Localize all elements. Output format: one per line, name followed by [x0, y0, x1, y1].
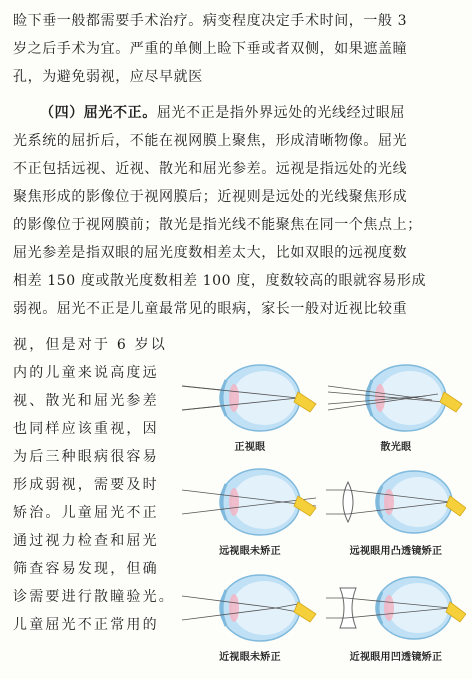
eye-refraction-figure — [180, 358, 470, 676]
wrapped-line: 诊需要进行散瞳验光。 — [13, 589, 175, 605]
section-line: 屈光参差是指双眼的屈光度数相差太大，比如双眼的远视度数 — [13, 245, 408, 261]
caption-myopia-uncorrected: 近视眼未矫正 — [219, 652, 281, 663]
wrapped-line: 为后三种眼病很容易 — [13, 449, 159, 465]
section-first-line-text: 屈光不正是指外界远处的光线经过眼屈 — [156, 105, 406, 121]
caption-hyperopia-convex: 远视眼用凸透镜矫正 — [349, 546, 443, 557]
wrapped-line: 筛查容易发现，但确 — [13, 561, 159, 577]
wrapped-line: 矫治。儿童屈光不正 — [13, 505, 159, 521]
myopia-uncorrected-panel — [180, 568, 320, 668]
wrapped-line: 儿童屈光不正常用的 — [13, 617, 159, 633]
convex-lens-icon — [343, 482, 353, 522]
section-line: 光系统的屈折后，不能在视网膜上聚焦，形成清晰物像。屈光 — [13, 133, 408, 149]
body-line-2: 岁之后手术为宜。严重的单侧上睑下垂或者双侧，如果遮盖瞳 — [13, 41, 408, 57]
concave-lens-icon — [340, 588, 356, 628]
section-line: 弱视。屈光不正是儿童最常见的眼病，家长一般对近视比较重 — [13, 301, 408, 317]
hyperopia-corrected-panel — [326, 462, 466, 562]
section-heading: （四）屈光不正。 — [40, 105, 157, 121]
emmetropic-eye-illustration — [180, 358, 320, 438]
myopia-corrected-panel — [326, 568, 466, 668]
section-first-line — [40, 104, 461, 122]
wrapped-line: 视，但是对于 6 岁以 — [13, 337, 168, 353]
caption-myopia-concave: 近视眼用凹透镜矫正 — [349, 652, 443, 663]
hyperopia-corrected-illustration — [326, 462, 466, 542]
wrapped-line: 视、散光和屈光参差 — [13, 393, 159, 409]
wrapped-line: 内的儿童来说高度远 — [13, 365, 159, 381]
myopia-corrected-illustration — [326, 568, 466, 648]
body-line-3: 孔，为避免弱视，应尽早就医 — [13, 69, 203, 85]
caption-astigmatism: 散光眼 — [380, 442, 412, 453]
wrapped-line: 也同样应该重视，因 — [13, 421, 159, 437]
astigmatic-eye-panel — [326, 358, 466, 458]
caption-emmetropia: 正视眼 — [234, 442, 266, 453]
body-line-1: 睑下垂一般都需要手术治疗。病变程度决定手术时间，一般 3 — [13, 13, 408, 29]
hyperopia-uncorrected-panel — [180, 462, 320, 562]
myopia-uncorrected-illustration — [180, 568, 320, 648]
section-line: 的影像位于视网膜前；散光是指光线不能聚焦在同一个焦点上； — [13, 217, 422, 233]
wrapped-line: 形成弱视，需要及时 — [13, 477, 159, 493]
wrapped-line: 通过视力检查和屈光 — [13, 533, 159, 549]
emmetropic-eye-panel — [180, 358, 320, 458]
section-line: 不正包括远视、近视、散光和屈光参差。远视是指远处的光线 — [13, 161, 408, 177]
hyperopia-uncorrected-illustration — [180, 462, 320, 542]
astigmatic-eye-illustration — [326, 358, 466, 438]
section-line: 相差 150 度或散光度数相差 100 度，度数较高的眼就容易形成 — [13, 273, 427, 289]
caption-hyperopia-uncorrected: 远视眼未矫正 — [219, 546, 281, 557]
section-line: 聚焦形成的影像位于视网膜后；近视则是远处的光线聚焦形成 — [13, 189, 408, 205]
